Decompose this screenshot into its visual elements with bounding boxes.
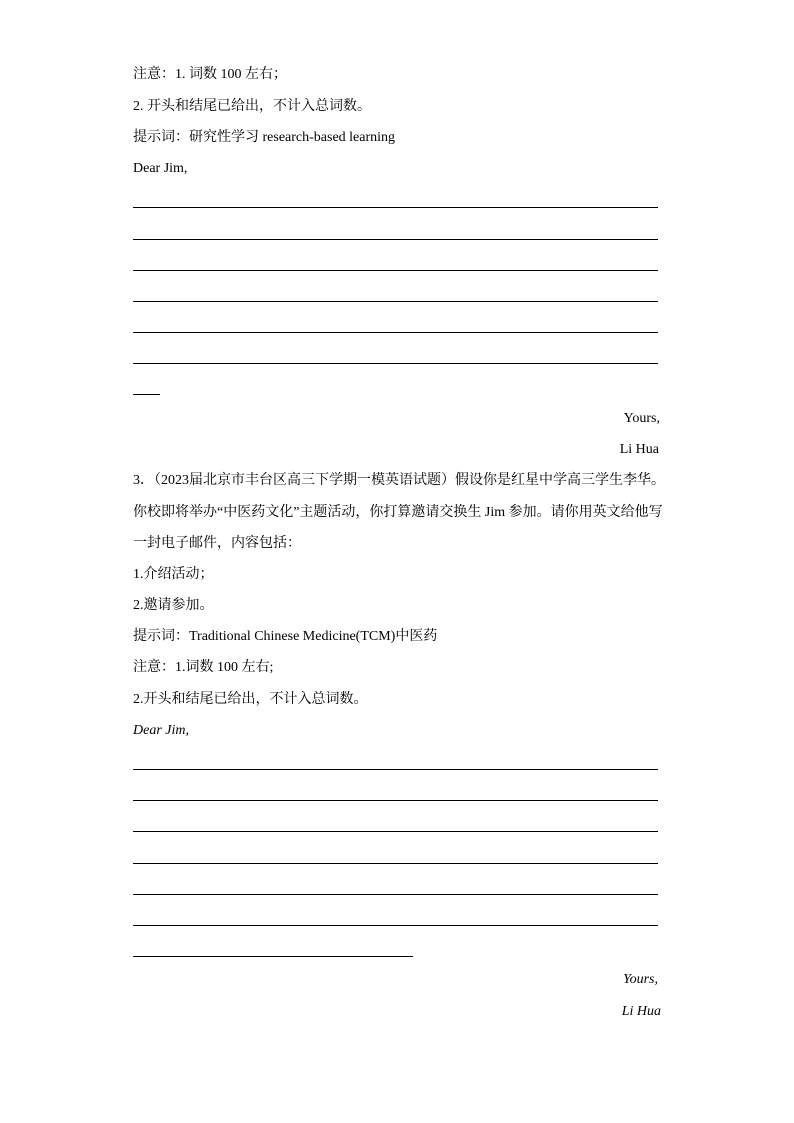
- q3-note-opening-closing: 2.开头和结尾已给出，不计入总词数。: [133, 692, 368, 707]
- q3-content-item-2: 2.邀请参加。: [133, 598, 214, 613]
- q2-answer-line: [133, 363, 658, 364]
- q3-salutation: Dear Jim,: [133, 723, 189, 738]
- q3-answer-line: [133, 894, 658, 895]
- q3-hint: 提示词：Traditional Chinese Medicine(TCM)中医药: [133, 629, 438, 644]
- q3-note-word-count: 注意：1.词数 100 左右;: [133, 660, 274, 675]
- q3-answer-line: [133, 800, 658, 801]
- q3-prompt-line-2: 你校即将举办“中医药文化”主题活动，你打算邀请交换生 Jim 参加。请你用英文给他写: [133, 505, 663, 520]
- q2-answer-line-end: [133, 394, 160, 395]
- q3-answer-line-end: [133, 956, 413, 957]
- q3-content-item-1: 1.介绍活动；: [133, 567, 214, 582]
- q2-answer-line: [133, 301, 658, 302]
- q2-closing: Yours,: [623, 411, 660, 426]
- q3-prompt-line-1: 3．（2023届北京市丰台区高三下学期一模英语试题）假设你是红星中学高三学生李华。: [133, 473, 665, 488]
- q2-answer-line: [133, 270, 658, 271]
- q3-closing: Yours,: [623, 972, 658, 987]
- q2-note-word-count: 注意：1. 词数 100 左右；: [133, 67, 287, 82]
- q3-answer-line: [133, 863, 658, 864]
- q3-answer-line: [133, 769, 658, 770]
- q3-answer-line: [133, 925, 658, 926]
- q2-answer-line: [133, 207, 658, 208]
- q2-salutation: Dear Jim,: [133, 161, 188, 176]
- q2-hint: 提示词：研究性学习 research-based learning: [133, 130, 396, 145]
- q2-signature: Li Hua: [619, 442, 659, 457]
- q2-answer-line: [133, 332, 658, 333]
- q2-note-opening-closing: 2. 开头和结尾已给出，不计入总词数。: [133, 99, 371, 114]
- q3-prompt-line-3: 一封电子邮件，内容包括：: [133, 536, 301, 551]
- q3-answer-line: [133, 831, 658, 832]
- q2-answer-line: [133, 239, 658, 240]
- q3-signature: Li Hua: [621, 1004, 661, 1019]
